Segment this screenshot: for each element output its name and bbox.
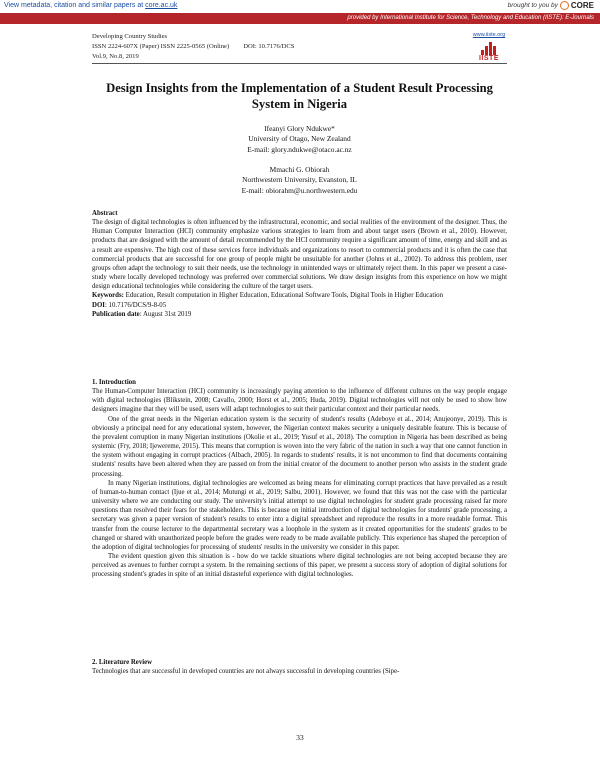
paragraph: The evident question given this situation is - how do we tackle situations where digital technologies are not being accepted because they are perceived as avenues to further corrupt a system. In the remaining sections of this paper, we present a success story of adoption of digital solutions for processing student's grades in spite of an initial distasteful experience with digital technologies.	[92, 552, 507, 579]
introduction-section	[92, 378, 507, 579]
core-label: CORE	[570, 1, 594, 10]
section-heading-introduction: 1. Introduction	[92, 379, 136, 386]
metadata-link[interactable]	[4, 2, 177, 9]
brought-by-text: brought to you by	[507, 2, 558, 9]
provider-banner	[0, 13, 600, 24]
literature-review-section	[92, 658, 507, 676]
iiste-branding	[466, 32, 512, 62]
author-affiliation: University of Otago, New Zealand	[248, 134, 351, 144]
paragraph: In many Nigerian institutions, digital technologies are welcomed as being means for eliminating corrupt practices that have prevailed as a result of human-to-human contact (Ijue et al., 2014; Mutungi et al., 2019; Salbu, 2001). However, we found that this was not the case with the particular university where we are conducting our study. The university's initial attempt to use digital technologies for student grade processing raised far more questions than resolved their fears for the stakeholders. This is because on initial introduction of digital technologies for students' grade processing, a secretary was given a paper version of student's results to enter into a digital spreadsheet and reproduce the results in a more readable format. This transfer from the course lecturer to the departmental secretary was a loophole in the system as it created opportunities for the students' grades to be changed or shared with unauthorized people before the grades were ready to be made available publicly. This experience has shaped the perception of the adoption of digital technologies for processing of students' results in the university we consider in this paper.	[92, 479, 507, 551]
keywords-label: Keywords:	[92, 292, 124, 300]
doi-line	[92, 301, 507, 310]
journal-doi: DOI: 10.7176/DCS	[243, 43, 295, 50]
doi-label: DOI	[92, 301, 105, 309]
abstract-section	[92, 209, 507, 319]
journal-issn: ISSN 2224-607X (Paper) ISSN 2225-0565 (Online)	[92, 43, 230, 50]
author-block-1	[92, 124, 507, 155]
pubdate-value: : August 31st 2019	[139, 310, 192, 318]
header-divider	[92, 63, 507, 64]
doi-value: : 10.7176/DCS/9-8-05	[104, 301, 167, 309]
core-logo-icon	[560, 1, 569, 10]
abstract-heading: Abstract	[92, 210, 118, 217]
pubdate-line	[92, 310, 507, 319]
author-name: Ifeanyi Glory Ndukwe*	[264, 124, 335, 133]
section-heading-literature-review: 2. Literature Review	[92, 659, 153, 666]
journal-url-link[interactable]: www.iiste.org	[472, 32, 506, 38]
keywords-text: Education, Result computation in Higher Education, Educational Software Tools, Digital Tools in Higher Education	[125, 292, 443, 300]
core-site-link[interactable]: core.ac.uk	[145, 2, 178, 9]
paragraph: The Human-Computer Interaction (HCI) community is increasingly paying attention to the influence of different cultures on the way people engage with digital technologies (Blikstein, 2008; Cavallo, 2000; Horst et al., 2005; Huda, 2019). Digital technologies will not only be used to show how designers imagine that they will be used, users will adapt technologies to suit their particular context and their particular needs.	[92, 388, 507, 414]
author-affiliation: Northwestern University, Evanston, IL	[242, 175, 357, 185]
provider-text: provided by International Institute for Science, Technology and Education (IISTE): E-Journals	[347, 15, 594, 21]
paragraph: Technologies that are successful in developed countries are not always successful in developing countries (Sipe-	[92, 668, 400, 676]
author-block-2	[92, 165, 507, 196]
author-email: E-mail: glory.ndukwe@otaco.ac.nz	[247, 144, 352, 154]
core-badge[interactable]	[508, 1, 594, 10]
author-name: Mmachi G. Obiorah	[269, 165, 330, 174]
journal-info	[92, 32, 294, 62]
iiste-logo-text: IISTE	[478, 55, 499, 62]
journal-name: Developing Country Studies	[92, 33, 168, 40]
author-email: E-mail: obiorahm@u.northwestern.edu	[241, 185, 358, 195]
iiste-logo-icon	[476, 40, 502, 62]
abstract-text: The design of digital technologies is often influenced by the infrastructural, economic, and social realities of the environment of the designer. Thus, the Human Computer Interaction (HCI) community emphasize various strategies to learn from and about target users (Brown et al., 2010). However, products that are designed with the amount of detail recommended by the HCI community require a significant amount of time, energy and skill and as a result are expensive. The high cost of these services force individuals and organizations to resort to commercial products and it is often the case that commercial products that are successful for one group of people might be unsuitable for another (Johns et al., 2002). To address this problem, user groups often adapt the technology to suit their needs, use the technology in unintended ways or ultimately reject them. In this paper we present a case-study where locally developed technology was preferred over commercial solutions. We draw design insights from this experience on how we might design educational technologies while considering the culture of the target users.	[92, 219, 507, 291]
metadata-link-text: View metadata, citation and similar papers at	[4, 2, 146, 9]
pubdate-label: Publication date	[92, 310, 140, 318]
top-metadata-bar	[0, 0, 600, 12]
keywords-line	[92, 291, 507, 300]
page-number: 33	[296, 733, 304, 742]
paragraph: One of the great needs in the Nigerian education system is the security of student's results (Adeboye et al., 2014; Anujeonye, 2019). This is obviously a principal need for any educational system, however, the Nigerian context makes security a uniquely desirable feature. This is because of the prevalent corruption in many Nigerian institutions (Okolie et al., 2019; Yusuf et al., 2018). The corruption in Nigeria has been described as being systemic (Fry, 2018; Ijewereme, 2015). This means that corruption is woven into the very fabric of the nation in such a way that one cannot function in the system without engaging in corrupt practices (Albach, 2005). In regards to students' results, it is not uncommon to find that documents containing students' results have been altered when they are passed on from the initial creator of the document to another person who assists in the student grade processing.	[92, 415, 507, 478]
journal-volume: Vol.9, No.8, 2019	[92, 53, 139, 60]
paper-title: Design Insights from the Implementation of a Student Result Processing System in Nigeria	[106, 81, 493, 111]
